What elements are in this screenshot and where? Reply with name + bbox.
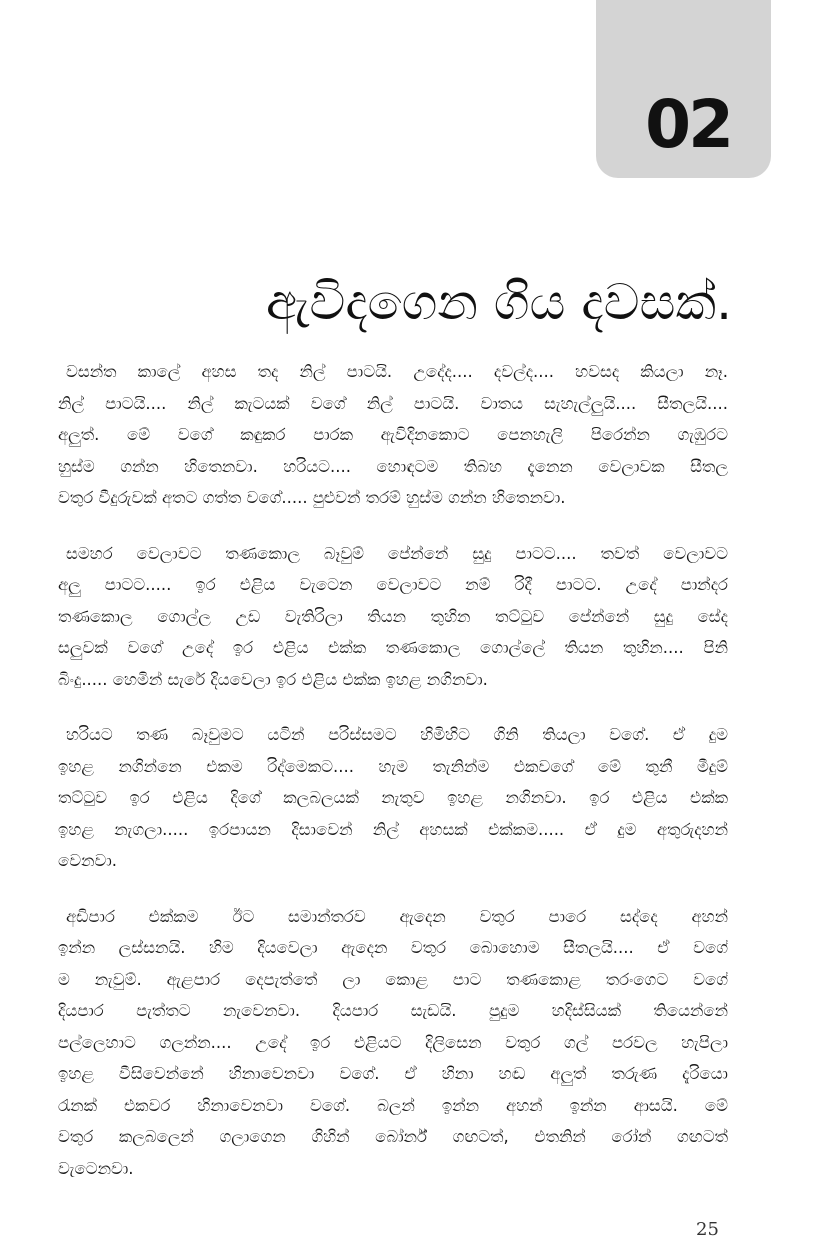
paragraph-2	[58, 538, 728, 696]
text-line: නිල් පාටයි.... නිල් කැටයක් වගේ නිල් පාටයි. වාතය සැහැල්ලුයි.... සීතලයි....	[58, 393, 728, 413]
text-line: ම නැවුම්. ඇළපාර දෙපැත්තේ ලා කොළ පාට තණකොළ තරංගෙට වගේ	[58, 969, 728, 989]
text-line: අලු පාටට..... ඉර එළිය වැටෙන වෙලාවට නම් රිදී පාටට. උදේ පාන්දර	[58, 575, 728, 594]
body-text	[58, 356, 728, 1208]
text-line: වැටෙනවා.	[58, 1158, 134, 1178]
page-number: 25	[696, 1219, 719, 1240]
text-line: වසන්ත කාලේ අහස තද නිල් පාටයි. උදේද.... දවල්ද.... හවසද කියලා නෑ.	[66, 362, 728, 381]
text-line: වතුර කලබලෙන් ගලාගෙන ගිහින් බෝර්න් ගඟටත්, එතනින් රෝන් ගඟටත්	[58, 1127, 728, 1146]
paragraph-4	[58, 901, 728, 1185]
text-line: තණකොල ගොල්ල උඩ වැතිරිලා තියන තුහින තට්ටුව පේන්නේ සුදු සේද	[58, 606, 728, 626]
text-line: ඉහළ නගින්නෙ එකම රිද්මෙකට.... හැම තැනින්ම එකවගේ මේ තුනී මීදුම්	[58, 756, 728, 776]
text-line: දියපාර පැත්තට නැවෙනවා. දියපාර සැඩයි. පුදුම හදිස්සියක් තියෙන්නේ	[58, 1001, 728, 1020]
text-line: ඉන්න ලස්සනයි. හිම දියවෙලා ඇදෙන වතුර බොහොම සීතලයි.... ඒ වගේ	[58, 938, 728, 957]
chapter-title: ඇවිදගෙන ගිය දවසක්.	[265, 272, 732, 331]
text-line: ඉහළ නැගලා..... ඉරපායන දිසාවෙන් නිල් අහසක් එක්කම..... ඒ දුම අතුරුදහන්	[58, 819, 728, 839]
text-line: රැනක් එකවර හිනාවෙනවා වගේ. බලන් ඉන්න අහන් ඉන්න ආසයි. මේ	[58, 1095, 728, 1115]
text-line: හරියට තණ බෑවුමට යටින් පරිස්සමට හිමිහිට ගිනි තියලා වගේ. ඒ දුම	[66, 725, 728, 744]
text-line: වතුර වීදුරුවක් අතට ගත්ත වගේ..... පුළුවන් තරම් හුස්ම ගන්න හිතෙනවා.	[58, 488, 566, 507]
text-line: පල්ලෙහාට ගලන්න.... උදේ ඉර එළියට දිලිසෙන වතුර ගල් පරවල හැපිලා	[58, 1032, 728, 1052]
text-line: වෙනවා.	[58, 851, 118, 870]
paragraph-3	[58, 719, 728, 877]
text-line: සමහර වෙලාවට තණකොල බෑවුම් පේන්නේ සුදු පාටට.... තවත් වෙලාවට	[66, 543, 728, 563]
text-line: සලුවක් වගේ උදේ ඉර එළිය එක්ක තණකොල ගොල්ලේ තියන තුහින.... පිනි	[58, 638, 728, 657]
text-line: ඉහළ වීසිවෙන්නේ හිනාවෙනවා වගේ. ඒ හිනා හඬ අලුත් තරුණ දැරියො	[58, 1064, 728, 1083]
text-line: බිංදු..... හෙමින් සැරේ දියවෙලා ඉර එළිය එක්ක ඉහළ නගිනවා.	[58, 669, 488, 689]
chapter-number: 02	[645, 86, 731, 163]
text-line: හුස්ම ගන්න හිතෙනවා. හරියට.... හොඳටම තිබහ දැනෙන වෙලාවක සීතල	[58, 456, 728, 476]
paragraph-1	[58, 356, 728, 514]
text-line: තට්ටුව ඉර එළිය දිගේ කලබලයක් නැතුව ඉහළ නගිනවා. ඉර එළිය එක්ක	[58, 788, 728, 807]
text-line: අඩිපාර එක්කම ඊට සමාන්තරව ඇදෙන වතුර පාරෙ සද්දෙ අහන්	[66, 906, 728, 926]
chapter-tab	[596, 0, 771, 178]
text-line: අලුත්. මේ වගේ කඳුකර පාරක ඇවිදිනකොට පෙනහැලි පිරෙන්න ගැඹුරට	[58, 425, 728, 444]
